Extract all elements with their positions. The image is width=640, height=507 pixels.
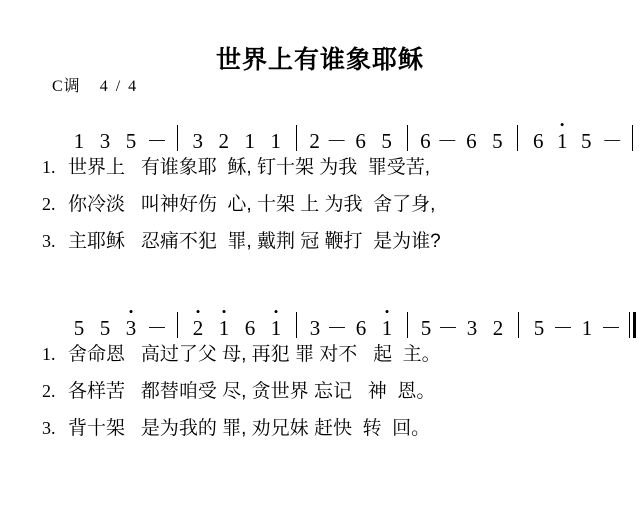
note — [574, 317, 600, 339]
measure — [526, 317, 622, 339]
lyric-text: 各样苦 都替咱受 尽, 贪世界 忘记 神 恩。 — [68, 381, 436, 402]
note — [263, 130, 289, 152]
note — [144, 317, 170, 339]
note-value: 1 — [244, 129, 256, 153]
measure — [525, 117, 625, 153]
note-value: 3 — [99, 129, 111, 153]
note-value: － — [552, 316, 574, 340]
note-value: 1 — [218, 316, 230, 340]
measure — [185, 130, 289, 152]
note-value: 5 — [492, 129, 503, 153]
lyric-text: 舍命恩 高过了父 母, 再犯 罪 对不 起 主。 — [68, 344, 441, 365]
note — [185, 304, 211, 340]
note-value: 3 — [192, 129, 204, 153]
time-signature: 4 / 4 — [99, 78, 139, 95]
note — [144, 130, 170, 152]
measure — [304, 130, 400, 152]
note — [485, 317, 511, 339]
note-value: － — [326, 316, 348, 340]
note-value: 3 — [309, 316, 321, 340]
note — [415, 317, 437, 339]
note-value: 1 — [581, 316, 593, 340]
note — [525, 130, 551, 152]
note-value: － — [600, 316, 622, 340]
octave-dot: • — [559, 117, 565, 132]
note-value: 2 — [192, 316, 204, 340]
barline — [296, 312, 297, 338]
note — [211, 304, 237, 340]
note — [526, 317, 552, 339]
measure — [415, 317, 511, 339]
note-value: － — [146, 316, 168, 340]
note — [599, 130, 625, 152]
note — [348, 317, 374, 339]
note-value: － — [436, 129, 458, 153]
barline — [177, 312, 178, 338]
verse-number: 1. — [42, 157, 56, 177]
note — [348, 130, 374, 152]
note-value: 3 — [125, 316, 137, 340]
note-value: 2 — [218, 129, 230, 153]
note-value: 6 — [420, 129, 431, 153]
measure — [66, 130, 170, 152]
barline — [632, 125, 633, 151]
note-value: 5 — [420, 316, 432, 340]
note — [484, 130, 510, 152]
lyric-text: 世界上 有谁象耶 稣, 钉十架 为我 罪受苦, — [68, 157, 431, 178]
note-value: － — [601, 129, 623, 153]
note-value: 6 — [355, 129, 366, 153]
music-system-2 — [0, 305, 640, 450]
octave-dot: • — [195, 304, 201, 319]
verse-number: 1. — [42, 344, 56, 364]
note — [458, 130, 484, 152]
verse-number: 3. — [42, 231, 56, 251]
measure — [185, 304, 289, 340]
measure — [66, 304, 170, 340]
octave-dot: • — [128, 304, 134, 319]
note-value: 5 — [99, 316, 111, 340]
note — [92, 130, 118, 152]
octave-dot: • — [384, 304, 390, 319]
barline — [518, 312, 519, 338]
note-value: 5 — [73, 316, 85, 340]
note — [437, 317, 459, 339]
note — [326, 317, 348, 339]
measure — [414, 130, 510, 152]
note-value: 5 — [125, 129, 137, 153]
note-value: 5 — [381, 129, 392, 153]
barline — [407, 125, 408, 151]
lyric-line — [0, 189, 640, 226]
lyric-line — [0, 376, 640, 413]
note — [304, 317, 326, 339]
note — [436, 130, 458, 152]
note — [92, 317, 118, 339]
note — [66, 130, 92, 152]
note — [304, 130, 326, 152]
note-value: － — [146, 129, 168, 153]
note-value: 6 — [466, 129, 477, 153]
note-value: 6 — [532, 129, 544, 153]
note — [414, 130, 436, 152]
lyric-line — [0, 339, 640, 376]
lyric-line — [0, 152, 640, 189]
note-value: 3 — [466, 316, 478, 340]
note — [66, 317, 92, 339]
notation-row-1 — [0, 118, 640, 152]
note — [211, 130, 237, 152]
barline — [296, 125, 297, 151]
verse-number: 2. — [42, 194, 56, 214]
note-value: 1 — [381, 316, 393, 340]
verse-number: 2. — [42, 381, 56, 401]
barline — [517, 125, 518, 151]
lyric-line — [0, 413, 640, 450]
page-title: 世界上有谁象耶稣 — [215, 46, 424, 74]
note — [551, 117, 573, 153]
note — [552, 317, 574, 339]
verse-number: 3. — [42, 418, 56, 438]
note-value: 2 — [492, 316, 504, 340]
note — [573, 130, 599, 152]
barline — [177, 125, 178, 151]
key-and-meter — [52, 73, 138, 96]
note — [185, 130, 211, 152]
note-value: 1 — [270, 316, 282, 340]
lyric-text: 背十架 是为我的 罪, 劝兄妹 赶快 转 回。 — [68, 418, 431, 439]
note-value: 1 — [73, 129, 85, 153]
music-system-1 — [0, 118, 640, 263]
note-value: 6 — [355, 316, 367, 340]
note-value: － — [326, 129, 348, 153]
note-value: 1 — [556, 129, 568, 153]
note — [118, 130, 144, 152]
octave-dot: • — [221, 304, 227, 319]
note-value: － — [437, 316, 459, 340]
lyric-text: 主耶稣 忍痛不犯 罪, 戴荆 冠 鞭打 是为谁? — [68, 231, 441, 252]
measure — [304, 304, 400, 340]
barline — [407, 312, 408, 338]
notation-row-2 — [0, 305, 640, 339]
lyric-line — [0, 226, 640, 263]
note-value: 5 — [533, 316, 545, 340]
note — [237, 130, 263, 152]
note-value: 5 — [580, 129, 592, 153]
note — [118, 304, 144, 340]
note-value: 1 — [270, 129, 282, 153]
note-value: 6 — [244, 316, 256, 340]
note — [459, 317, 485, 339]
lyric-text: 你冷淡 叫神好伤 心, 十架 上 为我 舍了身, — [68, 194, 436, 215]
final-barline — [629, 312, 636, 338]
note — [263, 304, 289, 340]
note — [374, 130, 400, 152]
note-value: 2 — [309, 129, 320, 153]
note — [374, 304, 400, 340]
note — [237, 317, 263, 339]
note — [326, 130, 348, 152]
octave-dot: • — [273, 304, 279, 319]
note — [600, 317, 622, 339]
key-signature: C调 — [52, 78, 81, 95]
